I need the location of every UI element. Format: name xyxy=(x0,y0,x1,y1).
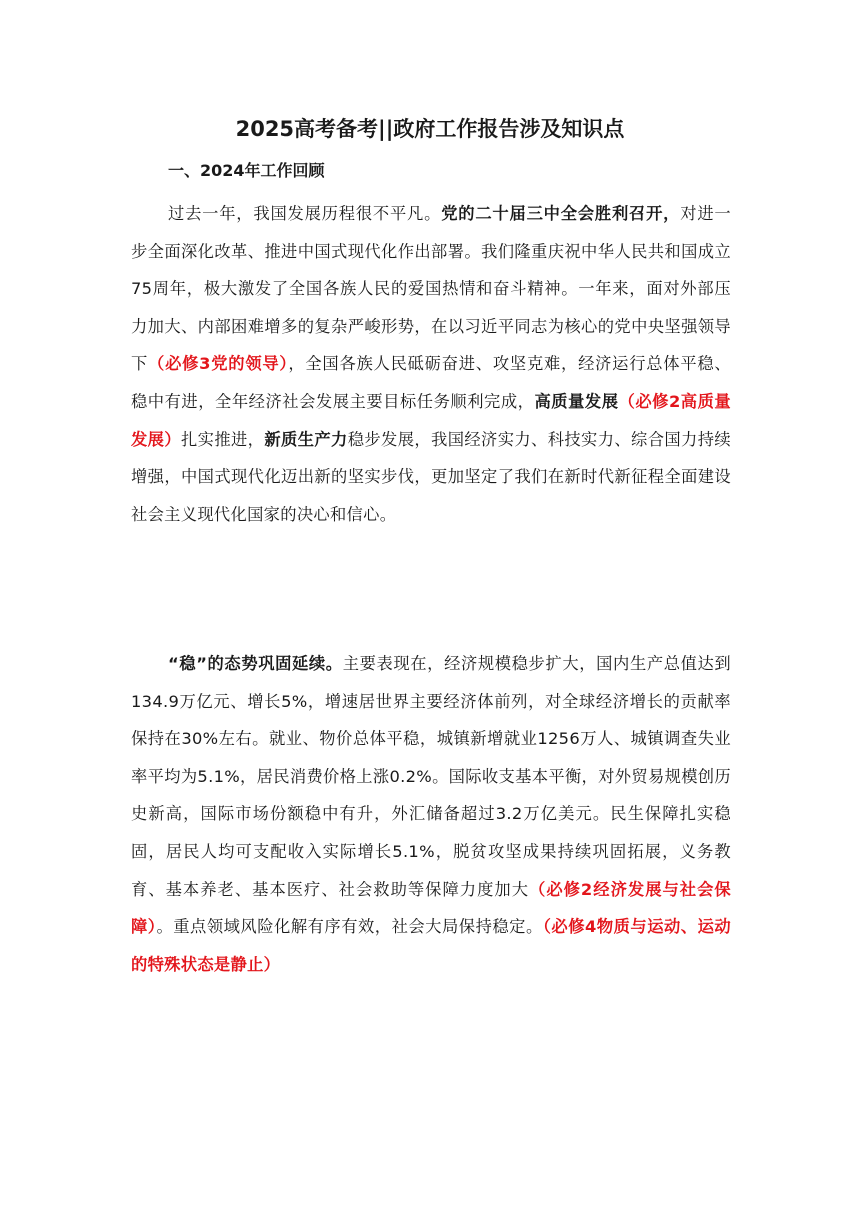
document-title: 2025高考备考||政府工作报告涉及知识点 xyxy=(235,117,625,141)
paragraph-text: 稳步发展，我国经济实力、科技实力、综合国力持续增强，中国式现代化迈出新的坚实步伐，更加坚定了我们在新时代新征程全面建设社会主义现代化国家的决心和信心。 xyxy=(131,429,731,524)
knowledge-point-annotation: （必修2经济发展与社会保障） xyxy=(131,879,731,937)
emphasis-text: “稳”的态势巩固延续。 xyxy=(168,654,343,673)
emphasis-text: 高质量发展 xyxy=(534,391,619,411)
paragraph-text: 扎实推进， xyxy=(181,429,265,449)
paragraph-text: 过去一年，我国发展历程很不平凡。 xyxy=(168,204,442,223)
paragraph-text: ，全国各族人民砥砺奋进、攻坚克难，经济运行总体平稳、稳中有进，全年经济社会发展主要目标任务顺利完成， xyxy=(131,354,731,411)
paragraph-text: 主要表现在，经济规模稳步扩大，国内生产总值达到134.9万亿元、增长5%，增速居世界主要经济体前列，对全球经济增长的贡献率保持在30%左右。就业、物价总体平稳，城镇新增就业1256万人、城镇调查失业率平均为5.1%，居民消费价格上涨0.2%。国际收支基本平衡，对外贸易规模创历史新高，国际市场份额稳中有升，外汇储备超过3.2万亿美元。民生保障扎实稳固，居民人均可支配收入实际增长5.1%，脱贫攻坚成果持续巩固拓展，义务教育、基本养老、基本医疗、社会救助等保障力度加大 xyxy=(131,654,732,899)
paragraph-text: 。重点领域风险化解有序有效，社会大局保持稳定。 xyxy=(156,917,543,937)
emphasis-text: 新质生产力 xyxy=(264,429,348,449)
knowledge-point-annotation: （必修3党的领导） xyxy=(148,354,289,374)
knowledge-point-annotation: （必修4物质与运动、运动的特殊状态是静止） xyxy=(131,917,731,974)
paragraph-stability xyxy=(131,645,731,983)
paragraph-text: 对进一步全面深化改革、推进中国式现代化作出部署。我们隆重庆祝中华人民共和国成立75周年，极大激发了全国各族人民的爱国热情和奋斗精神。一年来，面对外部压力加大、内部困难增多的复杂严峻形势，在以习近平同志为核心的党中央坚强领导下 xyxy=(131,204,731,374)
section-heading: 一、2024年工作回顾 xyxy=(168,161,325,180)
knowledge-point-annotation: （必修2高质量发展） xyxy=(131,391,732,449)
emphasis-text: 党的二十届三中全会胜利召开， xyxy=(441,204,681,223)
paragraph-work-review xyxy=(131,195,731,533)
